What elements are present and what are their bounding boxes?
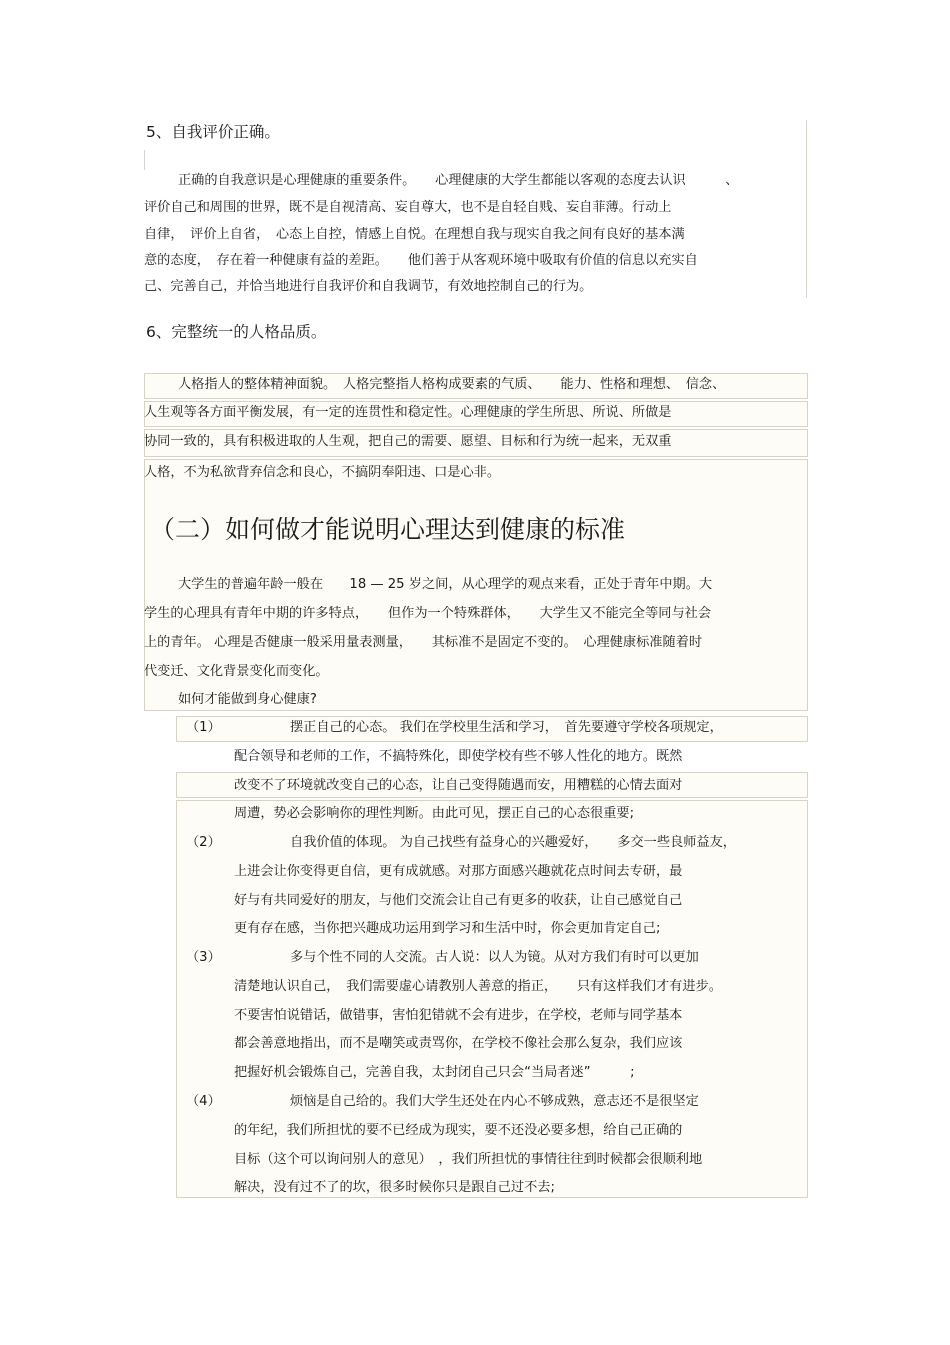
list-item-first-line: 烦恼是自己给的。我们大学生还处在内心不够成熟，意志还不是很坚定 [290, 1094, 699, 1109]
paragraph-line: 协同一致的，具有积极进取的人生观，把自己的需要、愿望、目标和行为统一起来，无双重 [144, 434, 672, 449]
paragraph-line: 大学生的普遍年龄一般在 18 — 25 岁之间，从心理学的观点来看，正处于青年中期。大 [178, 577, 713, 592]
list-item-line: 的年纪，我们所担忧的要不已经成为现实，要不还没必要多想，给自己正确的 [234, 1123, 683, 1138]
list-item-line: 解决，没有过不了的坎，很多时候你只是跟自己过不去; [234, 1180, 555, 1195]
list-item-first-line: 多与个性不同的人交流。古人说：以人为镜。从对方我们有时可以更加 [290, 950, 699, 965]
list-item-line: 都会善意地指出，而不是嘲笑或责骂你，在学校不像社会那么复杂，我们应该 [234, 1036, 683, 1051]
list-item-line: 上进会让你变得更自信，更有成就感。对那方面感兴趣就花点时间去专研，最 [234, 864, 683, 879]
section-5-heading: 5、自我评价正确。 [146, 123, 280, 141]
list-item-line: 把握好机会锻炼自己，完善自我，太封闭自己只会“当局者迷” ; [234, 1065, 635, 1080]
table-border [144, 150, 145, 170]
paragraph-line: 意的态度， 存在着一种健康有益的差距。 他们善于从客观环境中吸取有价值的信息以充实自 [144, 253, 698, 268]
list-item-number: （1） [186, 720, 221, 735]
list-item-line: 配合领导和老师的工作，不搞特殊化，即使学校有些不够人性化的地方。既然 [234, 749, 683, 764]
section-6-heading: 6、完整统一的人格品质。 [146, 323, 327, 341]
list-item-first-line: 自我价值的体现。 为自己找些有益身心的兴趣爱好， 多交一些良师益友， [290, 835, 736, 850]
paragraph-line: 人格指人的整体精神面貌。 人格完整指人格构成要素的气质、 能力、性格和理想、 信念、 [178, 377, 726, 392]
list-item-line: 清楚地认识自己， 我们需要虚心请教别人善意的指正， 只有这样我们才有进步。 [234, 979, 722, 994]
list-item-line: 改变不了环境就改变自己的心态，让自己变得随遇而安，用糟糕的心情去面对 [234, 778, 683, 793]
paragraph-line: 学生的心理具有青年中期的许多特点， 但作为一个特殊群体， 大学生又不能完全等同与社会 [144, 606, 712, 621]
list-item-number: （4） [186, 1094, 221, 1109]
list-item-line: 周遭，势必会影响你的理性判断。由此可见，摆正自己的心态很重要; [234, 806, 635, 821]
paragraph-line: 代变迁、文化背景变化而变化。 [144, 664, 329, 679]
table-border [806, 120, 807, 298]
list-item-first-line: 摆正自己的心态。 我们在学校里生活和学习， 首先要遵守学校各项规定， [290, 720, 723, 735]
paragraph-line: 人格，不为私欲背弃信念和良心，不搞阴奉阳违、口是心非。 [144, 465, 501, 480]
paragraph-line: 己、完善自己，并恰当地进行自我评价和自我调节，有效地控制自己的行为。 [144, 279, 593, 294]
paragraph-line: 评价自己和周围的世界，既不是自视清高、妄自尊大，也不是自轻自贱、妄自菲薄。行动上 [144, 200, 672, 215]
paragraph-line: 自律， 评价上自省， 心态上自控，情感上自悦。在理想自我与现实自我之间有良好的基本满 [144, 227, 685, 242]
list-item-line: 目标（这个可以询问别人的意见） ，我们所担忧的事情往往到时候都会很顺利地 [234, 1152, 703, 1167]
paragraph-line: 如何才能做到身心健康? [178, 692, 317, 707]
list-item-line: 不要害怕说错话，做错事，害怕犯错就不会有进步，在学校，老师与同学基本 [234, 1008, 683, 1023]
paragraph-line: 正确的自我意识是心理健康的重要条件。 心理健康的大学生都能以客观的态度去认识 、 [178, 173, 739, 188]
list-item-number: （3） [186, 950, 221, 965]
list-item-number: （2） [186, 835, 221, 850]
list-item-line: 好与有共同爱好的朋友，与他们交流会让自己有更多的收获，让自己感觉自己 [234, 893, 683, 908]
part-2-title: （二）如何做才能说明心理达到健康的标准 [150, 515, 626, 544]
paragraph-line: 人生观等各方面平衡发展，有一定的连贯性和稳定性。心理健康的学生所思、所说、所做是 [144, 405, 672, 420]
paragraph-line: 上的青年。 心理是否健康一般采用量表测量， 其标准不是固定不变的。 心理健康标准随着时 [144, 635, 703, 650]
list-item-line: 更有存在感，当你把兴趣成功运用到学习和生活中时，你会更加肯定自己; [234, 921, 661, 936]
